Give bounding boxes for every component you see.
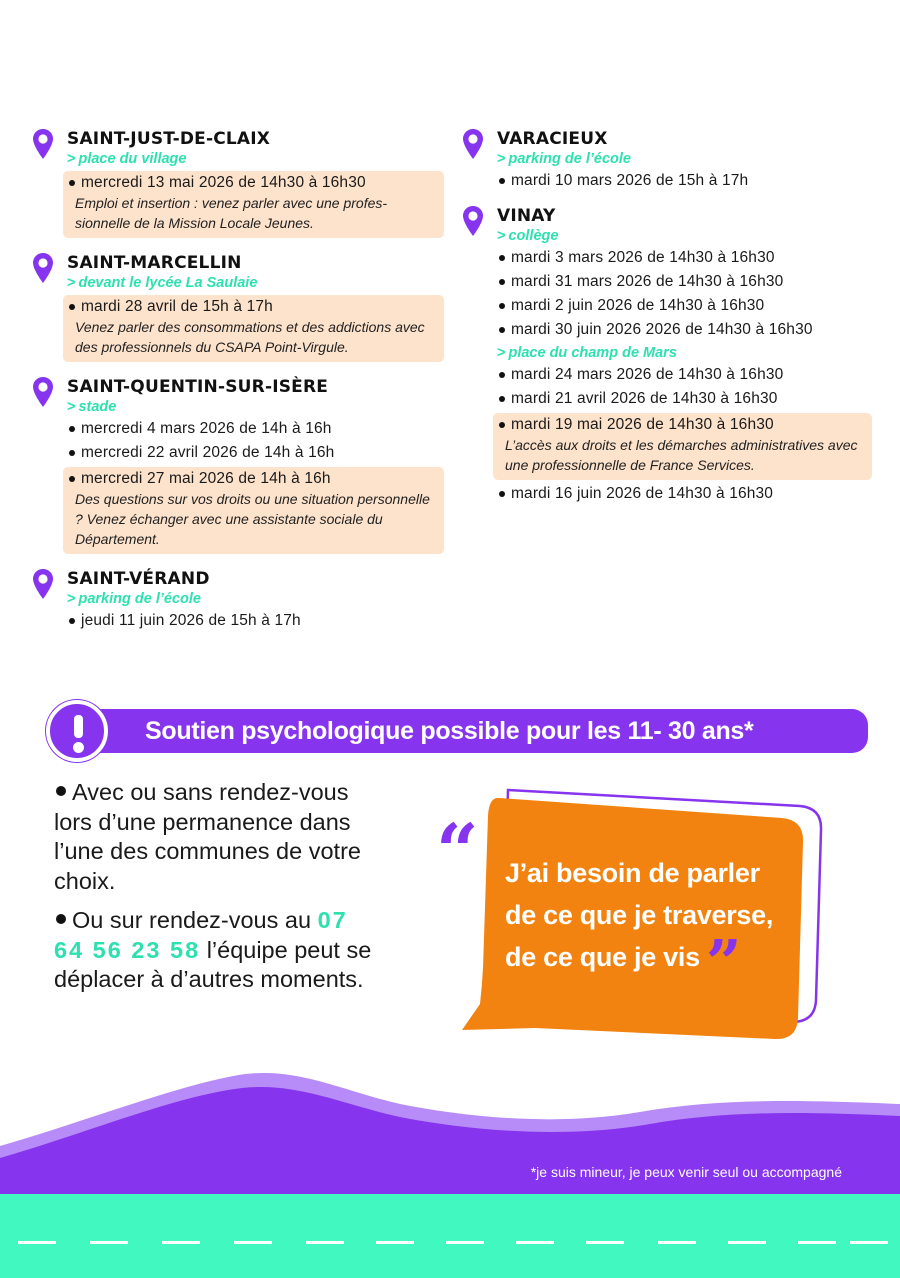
quote-open-mark-icon: “ [436, 809, 469, 895]
entry-note: Des questions sur vos droits ou une situation personnelle ? Venez échanger avec une assistante sociale du Département. [75, 491, 430, 547]
town-location: > parking de l’école [67, 591, 201, 607]
footnote: *je suis mineur, je peux venir seul ou accompagné [530, 1164, 842, 1180]
schedule-entry: mardi 2 juin 2026 de 14h30 à 16h30 [497, 296, 872, 316]
entry-note: L’accès aux droits et les démarches administratives avec une professionnelle de France Services. [505, 437, 858, 473]
dashed-line [18, 1241, 888, 1247]
quote-text [505, 852, 825, 999]
schedule-entry: mardi 16 juin 2026 de 14h30 à 16h30 [497, 484, 872, 504]
info-paragraph-2: Ou sur rendez-vous au 07 64 56 23 58 l’équipe peut se déplacer à d’autres moments. [54, 907, 372, 992]
town-saint-quentin-sur-isere [32, 376, 444, 554]
phone-number[interactable]: 07 64 56 23 58 [54, 907, 348, 963]
quote-close-mark-icon: ” [705, 926, 736, 999]
town-name: SAINT-MARCELLIN [67, 253, 242, 273]
town-location: > stade [67, 399, 117, 415]
schedule-entry: mardi 30 juin 2026 2026 de 14h30 à 16h30 [497, 320, 872, 340]
town-saint-marcellin [32, 252, 444, 362]
town-location: > place du village [67, 151, 187, 167]
town-varacieux [462, 128, 872, 191]
schedule-entry: mercredi 22 avril 2026 de 14h à 16h [67, 443, 444, 463]
schedule-entry: mardi 10 mars 2026 de 15h à 17h [497, 171, 872, 191]
schedule-entry: mardi 3 mars 2026 de 14h30 à 16h30 [497, 248, 872, 268]
town-name: SAINT-VÉRAND [67, 569, 210, 589]
entry-note: Emploi et insertion : venez parler avec une profes-sionnelle de la Mission Locale Jeunes. [75, 195, 388, 231]
exclamation-icon [46, 700, 108, 762]
schedule-entry-highlighted: mercredi 27 mai 2026 de 14h à 16h Des questions sur vos droits ou une situation personnelle ? Venez échanger avec une assistante sociale du Département. [63, 467, 444, 554]
town-name: SAINT-JUST-DE-CLAIX [67, 129, 271, 149]
town-saint-just-de-claix [32, 128, 444, 238]
town-name: VARACIEUX [497, 129, 608, 149]
quote-line: J’ai besoin de parler [505, 858, 760, 888]
schedule-entry-highlighted: mardi 19 mai 2026 de 14h30 à 16h30 L’accès aux droits et les démarches administratives avec une professionnelle de France Services. [493, 413, 872, 480]
support-banner [50, 704, 868, 758]
town-saint-verand [32, 568, 444, 631]
schedule-entry-highlighted: mercredi 13 mai 2026 de 14h30 à 16h30 Emploi et insertion : venez parler avec une profes-sionnelle de la Mission Locale Jeunes. [63, 171, 444, 238]
quote-line-last: de ce que je vis” [505, 926, 736, 999]
schedule-entry: mardi 21 avril 2026 de 14h30 à 16h30 [497, 389, 872, 409]
schedule-left-column [32, 128, 444, 645]
town-vinay [462, 205, 872, 504]
location-pin-icon [32, 376, 54, 408]
bullet-icon [56, 786, 66, 796]
town-location: > devant le lycée La Saulaie [67, 275, 258, 291]
location-pin-icon [32, 128, 54, 160]
schedule-entry: jeudi 11 juin 2026 de 15h à 17h [67, 611, 444, 631]
town-location: > collège [497, 228, 559, 244]
town-location: > place du champ de Mars [497, 345, 677, 361]
schedule-entry-highlighted: mardi 28 avril de 15h à 17h Venez parler des consommations et des addictions avec des professionnels du CSAPA Point-Virgule. [63, 295, 444, 362]
town-location: > parking de l’école [497, 151, 631, 167]
banner-title: Soutien psychologique possible pour les 11- 30 ans* [145, 717, 754, 745]
quote-line: de ce que je traverse, [505, 900, 774, 930]
town-name: SAINT-QUENTIN-SUR-ISÈRE [67, 377, 329, 397]
location-pin-icon [32, 568, 54, 600]
schedule-entry: mardi 24 mars 2026 de 14h30 à 16h30 [497, 365, 872, 385]
bullet-icon [56, 914, 66, 924]
entry-note: Venez parler des consommations et des addictions avec des professionnels du CSAPA Point-Virgule. [75, 319, 425, 355]
location-pin-icon [462, 128, 484, 160]
schedule-entry: mardi 31 mars 2026 de 14h30 à 16h30 [497, 272, 872, 292]
support-info [54, 778, 384, 1005]
info-paragraph-1: Avec ou sans rendez-vous lors d’une permanence dans l’une des communes de votre choix. [54, 779, 361, 894]
location-pin-icon [462, 205, 484, 237]
town-name: VINAY [497, 206, 556, 226]
schedule-right-column [462, 128, 872, 518]
location-pin-icon [32, 252, 54, 284]
schedule-entry: mercredi 4 mars 2026 de 14h à 16h [67, 419, 444, 439]
